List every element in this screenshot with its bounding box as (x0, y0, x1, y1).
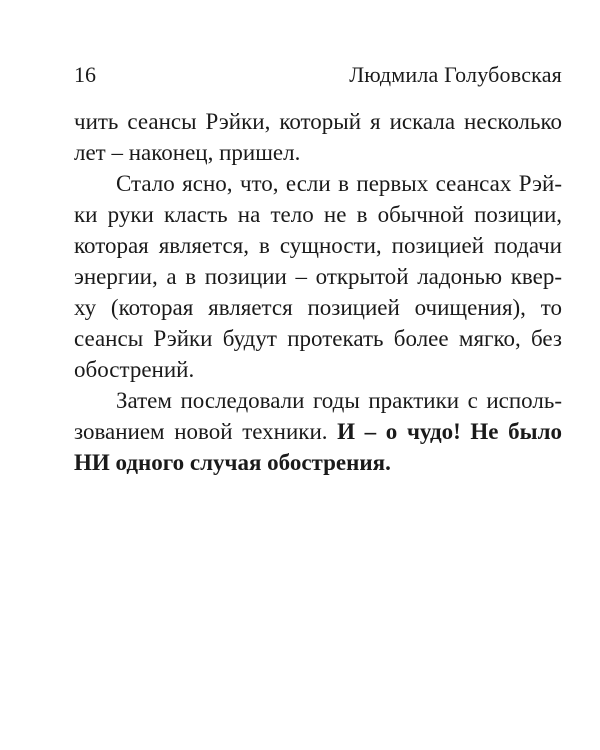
page-number: 16 (74, 62, 96, 87)
text-regular-segment: зованием новой техники. (74, 419, 338, 444)
page-header (74, 58, 562, 92)
body-text (74, 106, 562, 478)
running-title-author: Людмила Голубовская (349, 62, 562, 87)
text-line: ки руки класть на тело не в обычной позиции, (74, 202, 562, 227)
text-line-bold: НИ одного случая обострения. (74, 450, 391, 475)
text-line: ху (которая является позицией очищения), то (74, 295, 562, 320)
text-line: которая является, в сущности, позицией подачи (74, 233, 562, 258)
text-line: чить сеансы Рэйки, который я искала несколько (74, 109, 562, 134)
text-line-mixed (74, 416, 562, 447)
text-line: Стало ясно, что, если в первых сеансах Рэй- (116, 171, 562, 196)
text-bold-segment: И – о чудо! Не было (337, 419, 562, 444)
text-line: энергии, а в позиции – открытой ладонью квер- (74, 264, 562, 289)
text-line: сеансы Рэйки будут протекать более мягко, без (74, 326, 562, 351)
text-line: обострений. (74, 357, 195, 382)
text-line: лет – наконец, пришел. (74, 140, 301, 165)
text-line: Затем последовали годы практики с исполь- (116, 388, 562, 413)
